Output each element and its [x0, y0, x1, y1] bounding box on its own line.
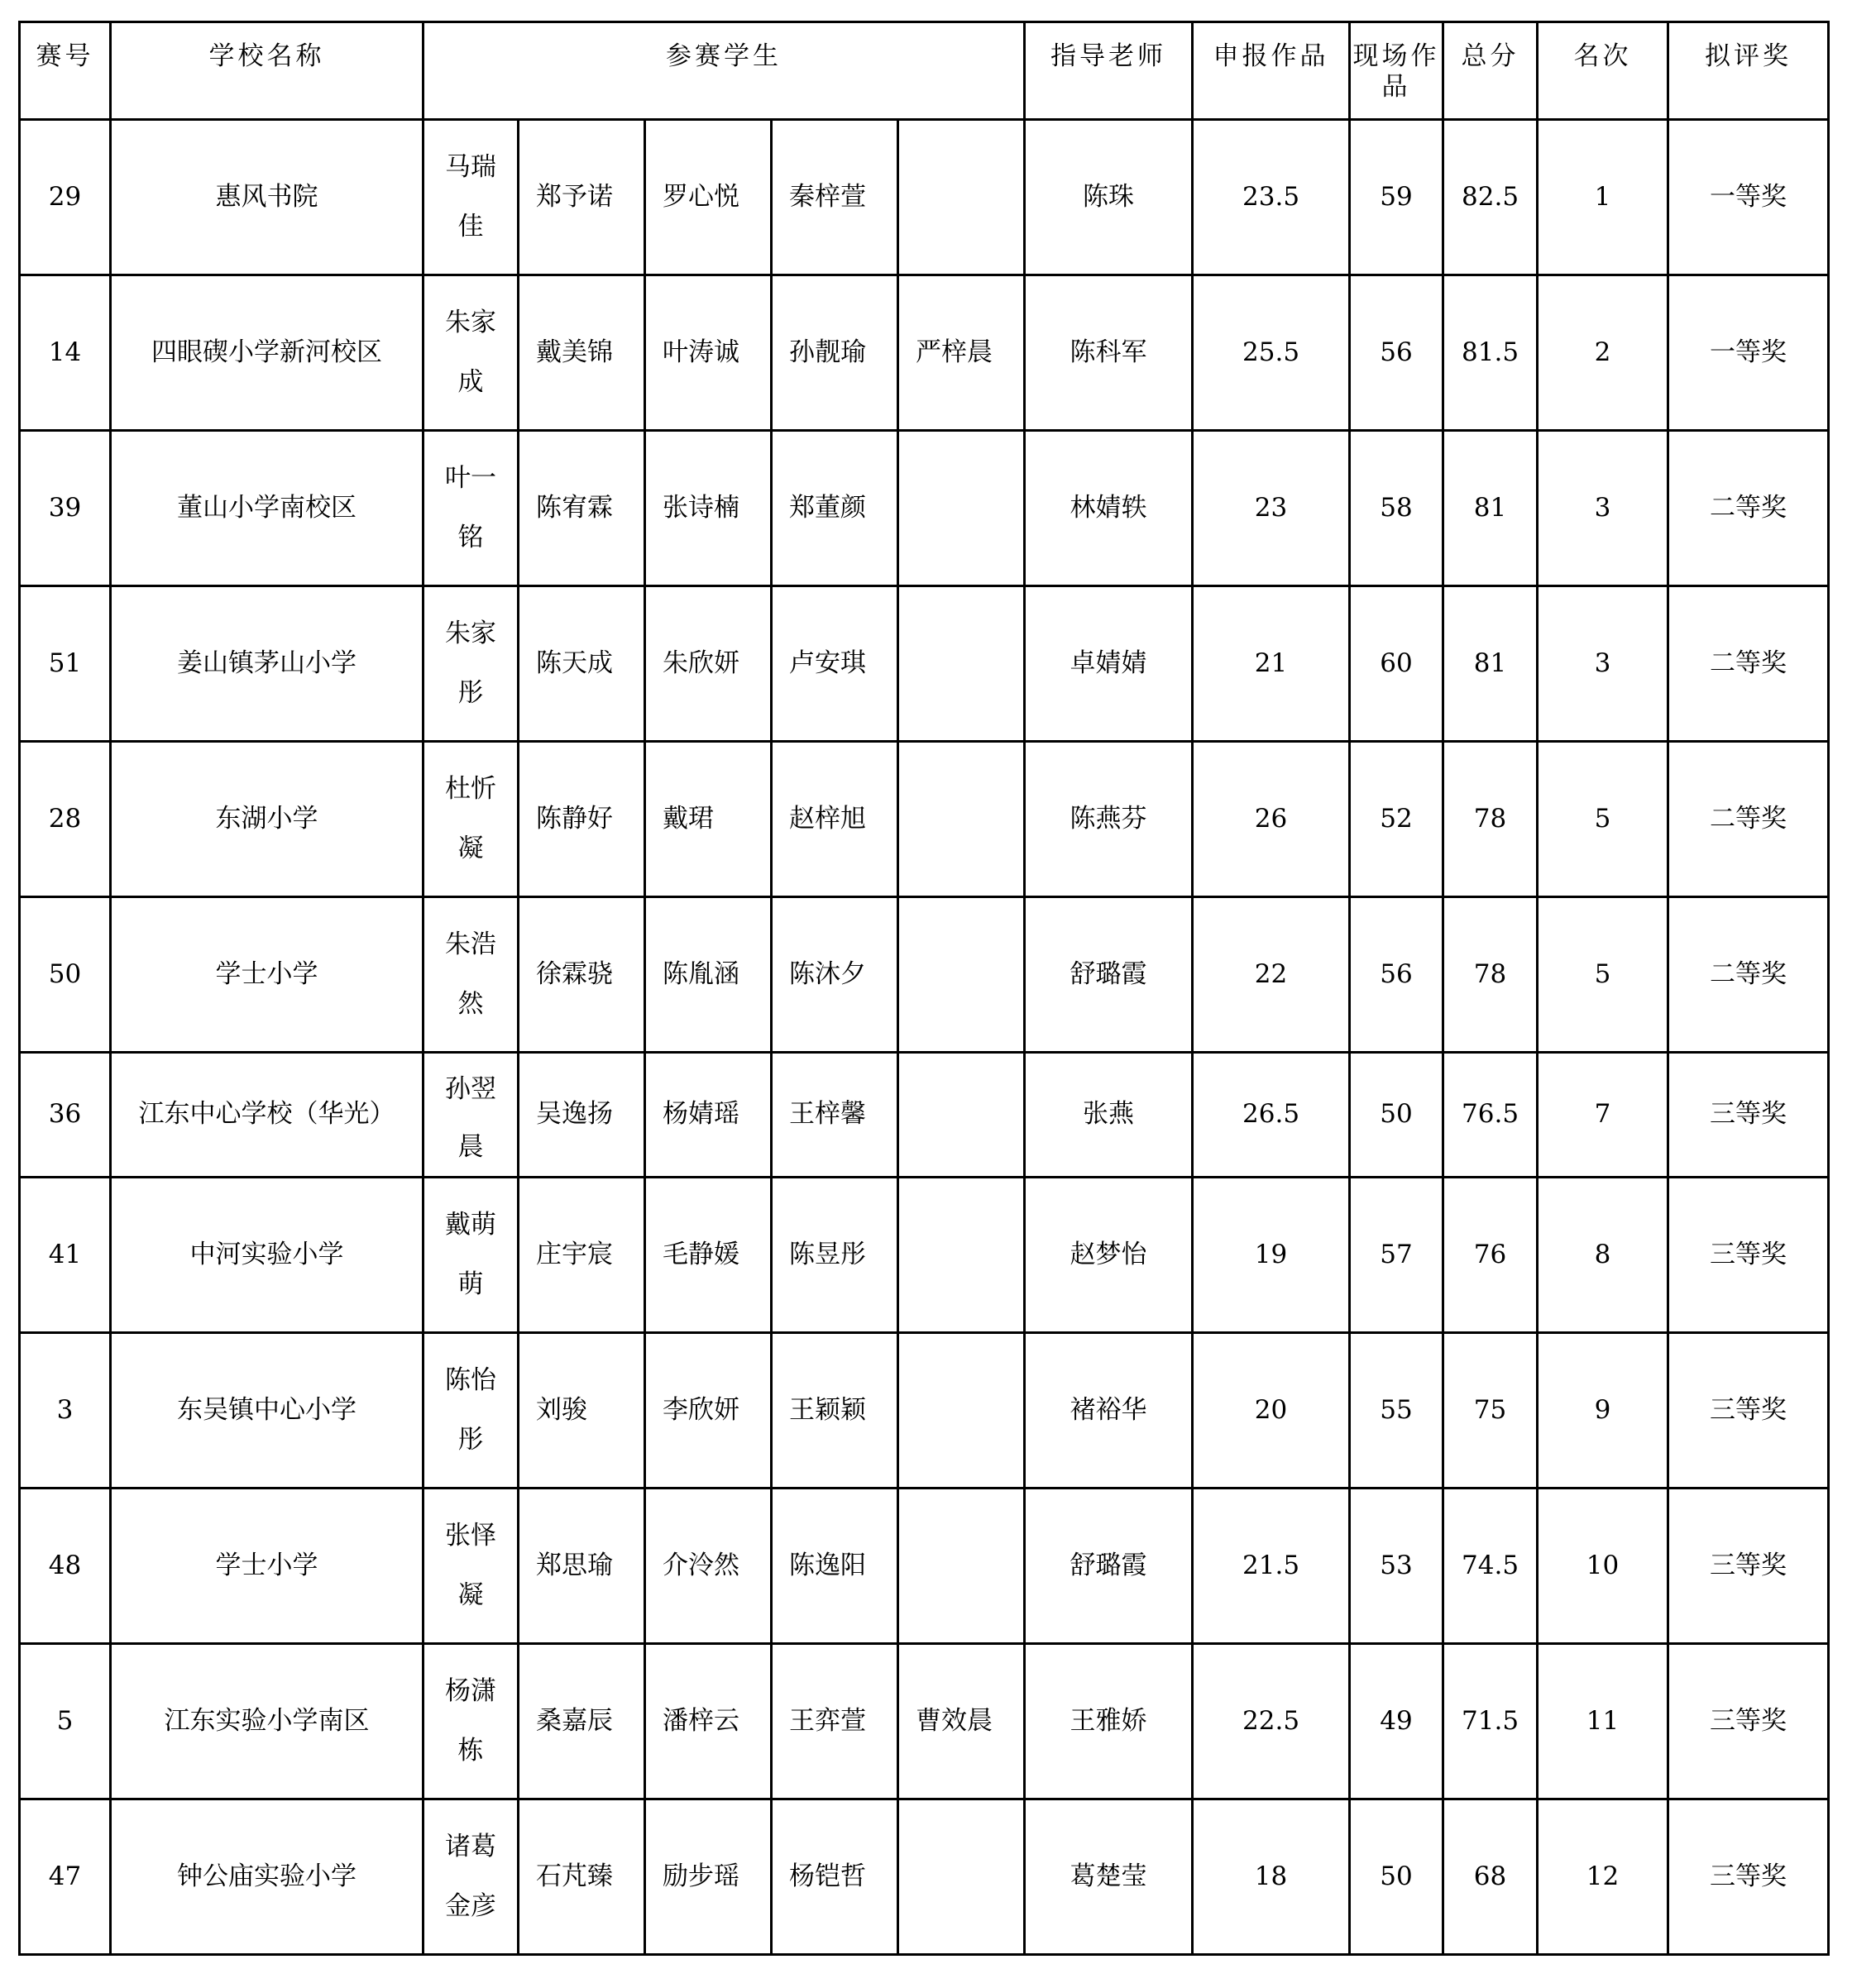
cell-award: 三等奖	[1668, 1053, 1829, 1178]
table-row	[20, 1489, 1829, 1644]
cell-student-3: 潘梓云	[645, 1644, 772, 1799]
table-row	[20, 742, 1829, 897]
cell-student-3: 叶涛诚	[645, 275, 772, 431]
student-name: 马瑞佳	[445, 152, 496, 241]
header-school: 学校名称	[111, 22, 424, 120]
header-row	[20, 22, 1829, 120]
cell-declared: 18	[1193, 1799, 1350, 1955]
cell-rank: 9	[1538, 1333, 1668, 1489]
cell-student-5	[898, 120, 1025, 275]
cell-declared: 21	[1193, 586, 1350, 742]
cell-school: 中河实验小学	[111, 1178, 424, 1333]
cell-rank: 10	[1538, 1489, 1668, 1644]
cell-student-5	[898, 1053, 1025, 1178]
cell-onsite: 60	[1350, 586, 1443, 742]
cell-no: 29	[20, 120, 111, 275]
table-row	[20, 1799, 1829, 1955]
cell-total: 81	[1443, 431, 1538, 586]
header-students: 参赛学生	[424, 22, 1025, 120]
header-total: 总分	[1443, 22, 1538, 120]
cell-total: 82.5	[1443, 120, 1538, 275]
cell-student-4: 王弈萱	[772, 1644, 898, 1799]
cell-award: 三等奖	[1668, 1489, 1829, 1644]
cell-declared: 22.5	[1193, 1644, 1350, 1799]
cell-no: 3	[20, 1333, 111, 1489]
cell-student-4: 孙靓瑜	[772, 275, 898, 431]
student-name: 叶一铭	[445, 463, 496, 552]
cell-rank: 8	[1538, 1178, 1668, 1333]
cell-teacher: 赵梦怡	[1025, 1178, 1193, 1333]
cell-teacher: 褚裕华	[1025, 1333, 1193, 1489]
cell-student-2: 郑思瑜	[519, 1489, 645, 1644]
student-name: 孙翌晨	[445, 1074, 496, 1162]
cell-award: 三等奖	[1668, 1644, 1829, 1799]
cell-student-3: 李欣妍	[645, 1333, 772, 1489]
cell-rank: 3	[1538, 431, 1668, 586]
cell-award: 一等奖	[1668, 275, 1829, 431]
cell-student-1	[424, 897, 519, 1053]
cell-school: 江东实验小学南区	[111, 1644, 424, 1799]
cell-student-4: 秦梓萱	[772, 120, 898, 275]
cell-student-4: 王颖颖	[772, 1333, 898, 1489]
cell-student-5: 曹效晨	[898, 1644, 1025, 1799]
student-name: 杜忻凝	[445, 774, 496, 863]
cell-total: 81.5	[1443, 275, 1538, 431]
cell-student-3: 朱欣妍	[645, 586, 772, 742]
cell-no: 50	[20, 897, 111, 1053]
cell-school: 董山小学南校区	[111, 431, 424, 586]
cell-student-3: 杨婧瑶	[645, 1053, 772, 1178]
cell-student-2: 徐霖骁	[519, 897, 645, 1053]
cell-rank: 3	[1538, 586, 1668, 742]
cell-no: 47	[20, 1799, 111, 1955]
cell-no: 36	[20, 1053, 111, 1178]
cell-rank: 7	[1538, 1053, 1668, 1178]
cell-student-5	[898, 1333, 1025, 1489]
cell-teacher: 林婧轶	[1025, 431, 1193, 586]
cell-no: 14	[20, 275, 111, 431]
cell-student-2: 陈静好	[519, 742, 645, 897]
cell-student-1	[424, 1178, 519, 1333]
cell-total: 71.5	[1443, 1644, 1538, 1799]
cell-total: 78	[1443, 897, 1538, 1053]
header-rank: 名次	[1538, 22, 1668, 120]
cell-rank: 11	[1538, 1644, 1668, 1799]
cell-student-3: 戴珺	[645, 742, 772, 897]
cell-rank: 5	[1538, 897, 1668, 1053]
cell-student-2: 陈宥霖	[519, 431, 645, 586]
cell-student-2: 陈天成	[519, 586, 645, 742]
header-teacher: 指导老师	[1025, 22, 1193, 120]
cell-no: 28	[20, 742, 111, 897]
cell-onsite: 57	[1350, 1178, 1443, 1333]
cell-declared: 22	[1193, 897, 1350, 1053]
cell-award: 二等奖	[1668, 897, 1829, 1053]
cell-student-4: 王梓馨	[772, 1053, 898, 1178]
table-row	[20, 586, 1829, 742]
header-declared: 申报作品	[1193, 22, 1350, 120]
cell-rank: 2	[1538, 275, 1668, 431]
student-name: 杨潇栋	[445, 1676, 496, 1766]
cell-onsite: 56	[1350, 897, 1443, 1053]
cell-declared: 20	[1193, 1333, 1350, 1489]
student-name: 张怿凝	[445, 1521, 496, 1610]
cell-student-1	[424, 431, 519, 586]
cell-student-1	[424, 1644, 519, 1799]
cell-onsite: 58	[1350, 431, 1443, 586]
cell-total: 78	[1443, 742, 1538, 897]
cell-student-2: 戴美锦	[519, 275, 645, 431]
results-table	[18, 21, 1830, 1956]
cell-award: 二等奖	[1668, 431, 1829, 586]
cell-school: 东湖小学	[111, 742, 424, 897]
cell-teacher: 王雅娇	[1025, 1644, 1193, 1799]
cell-no: 39	[20, 431, 111, 586]
cell-teacher: 张燕	[1025, 1053, 1193, 1178]
cell-award: 三等奖	[1668, 1178, 1829, 1333]
cell-award: 一等奖	[1668, 120, 1829, 275]
table-row	[20, 275, 1829, 431]
cell-student-5: 严梓晨	[898, 275, 1025, 431]
table-row	[20, 1333, 1829, 1489]
cell-total: 76.5	[1443, 1053, 1538, 1178]
cell-school: 江东中心学校（华光）	[111, 1053, 424, 1178]
header-onsite: 现场作品	[1350, 22, 1443, 120]
cell-onsite: 52	[1350, 742, 1443, 897]
cell-school: 钟公庙实验小学	[111, 1799, 424, 1955]
cell-student-5	[898, 1799, 1025, 1955]
cell-total: 76	[1443, 1178, 1538, 1333]
cell-student-4: 陈昱彤	[772, 1178, 898, 1333]
cell-no: 51	[20, 586, 111, 742]
cell-total: 81	[1443, 586, 1538, 742]
cell-school: 四眼碶小学新河校区	[111, 275, 424, 431]
cell-student-4: 赵梓旭	[772, 742, 898, 897]
cell-student-2: 刘骏	[519, 1333, 645, 1489]
cell-student-1	[424, 1489, 519, 1644]
cell-student-1	[424, 275, 519, 431]
cell-declared: 25.5	[1193, 275, 1350, 431]
student-name: 诸葛金彦	[445, 1832, 496, 1921]
cell-onsite: 49	[1350, 1644, 1443, 1799]
cell-no: 48	[20, 1489, 111, 1644]
cell-student-4: 陈沐夕	[772, 897, 898, 1053]
cell-teacher: 陈珠	[1025, 120, 1193, 275]
cell-no: 5	[20, 1644, 111, 1799]
table-row	[20, 1053, 1829, 1178]
cell-onsite: 53	[1350, 1489, 1443, 1644]
cell-onsite: 56	[1350, 275, 1443, 431]
cell-award: 三等奖	[1668, 1333, 1829, 1489]
cell-student-3: 介泠然	[645, 1489, 772, 1644]
student-name: 朱家彤	[445, 619, 496, 708]
student-name: 朱浩然	[445, 929, 496, 1019]
cell-student-2: 庄宇宸	[519, 1178, 645, 1333]
table-row	[20, 1178, 1829, 1333]
cell-declared: 26	[1193, 742, 1350, 897]
cell-onsite: 55	[1350, 1333, 1443, 1489]
cell-rank: 12	[1538, 1799, 1668, 1955]
cell-teacher: 陈科军	[1025, 275, 1193, 431]
cell-student-5	[898, 897, 1025, 1053]
cell-student-5	[898, 431, 1025, 586]
cell-school: 姜山镇茅山小学	[111, 586, 424, 742]
cell-student-4: 杨铠哲	[772, 1799, 898, 1955]
cell-student-2: 桑嘉辰	[519, 1644, 645, 1799]
cell-total: 68	[1443, 1799, 1538, 1955]
cell-student-5	[898, 742, 1025, 897]
cell-student-1	[424, 742, 519, 897]
cell-teacher: 舒璐霞	[1025, 897, 1193, 1053]
cell-student-5	[898, 586, 1025, 742]
table-row	[20, 1644, 1829, 1799]
cell-onsite: 50	[1350, 1799, 1443, 1955]
cell-school: 惠风书院	[111, 120, 424, 275]
cell-student-1	[424, 1333, 519, 1489]
student-name: 戴萌萌	[445, 1210, 496, 1299]
cell-student-5	[898, 1489, 1025, 1644]
cell-student-4: 郑董颜	[772, 431, 898, 586]
cell-student-4: 卢安琪	[772, 586, 898, 742]
cell-student-3: 张诗楠	[645, 431, 772, 586]
cell-student-1	[424, 1799, 519, 1955]
header-no: 赛号	[20, 22, 111, 120]
cell-declared: 21.5	[1193, 1489, 1350, 1644]
cell-student-3: 励步瑶	[645, 1799, 772, 1955]
cell-student-4: 陈逸阳	[772, 1489, 898, 1644]
cell-award: 三等奖	[1668, 1799, 1829, 1955]
cell-onsite: 59	[1350, 120, 1443, 275]
table-row	[20, 431, 1829, 586]
cell-student-1	[424, 586, 519, 742]
cell-rank: 1	[1538, 120, 1668, 275]
cell-student-1	[424, 120, 519, 275]
cell-total: 74.5	[1443, 1489, 1538, 1644]
cell-school: 学士小学	[111, 1489, 424, 1644]
table-row	[20, 120, 1829, 275]
cell-award: 二等奖	[1668, 586, 1829, 742]
table-row	[20, 897, 1829, 1053]
cell-award: 二等奖	[1668, 742, 1829, 897]
cell-declared: 26.5	[1193, 1053, 1350, 1178]
cell-total: 75	[1443, 1333, 1538, 1489]
cell-student-3: 毛静媛	[645, 1178, 772, 1333]
cell-declared: 19	[1193, 1178, 1350, 1333]
student-name: 朱家成	[445, 308, 496, 397]
cell-student-3: 罗心悦	[645, 120, 772, 275]
cell-student-2: 吴逸扬	[519, 1053, 645, 1178]
cell-student-2: 郑予诺	[519, 120, 645, 275]
cell-school: 东吴镇中心小学	[111, 1333, 424, 1489]
cell-student-1	[424, 1053, 519, 1178]
cell-teacher: 卓婧婧	[1025, 586, 1193, 742]
cell-teacher: 葛楚莹	[1025, 1799, 1193, 1955]
cell-no: 41	[20, 1178, 111, 1333]
cell-student-5	[898, 1178, 1025, 1333]
cell-school: 学士小学	[111, 897, 424, 1053]
cell-student-3: 陈胤涵	[645, 897, 772, 1053]
cell-rank: 5	[1538, 742, 1668, 897]
cell-onsite: 50	[1350, 1053, 1443, 1178]
cell-teacher: 陈燕芬	[1025, 742, 1193, 897]
student-name: 陈怡彤	[445, 1365, 496, 1455]
header-award: 拟评奖	[1668, 22, 1829, 120]
cell-teacher: 舒璐霞	[1025, 1489, 1193, 1644]
cell-declared: 23	[1193, 431, 1350, 586]
cell-student-2: 石芃臻	[519, 1799, 645, 1955]
cell-declared: 23.5	[1193, 120, 1350, 275]
